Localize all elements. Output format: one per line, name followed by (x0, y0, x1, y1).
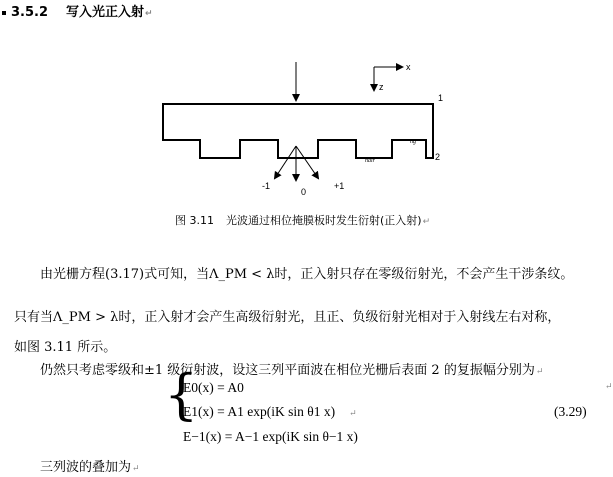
paragraph-mark-icon: ↵ (132, 464, 140, 474)
paragraph-3 (40, 359, 543, 378)
section-title: 写入光正入射 (66, 5, 145, 20)
ng-label: ng (410, 139, 416, 145)
paragraph-mark-icon: ↵ (535, 367, 544, 377)
equation-line-2-text: E1(x) = A1 exp(iK sin θ1 x) (183, 404, 336, 419)
phase-mask-diagram (0, 0, 610, 230)
equation-number: (3.29) (554, 404, 587, 419)
paragraph-mark-icon: ↵ (145, 9, 153, 19)
order-minus1-label: -1 (262, 181, 271, 191)
axis-x-label: x (406, 62, 411, 72)
paragraph-mark-icon: ↵ (422, 217, 431, 227)
paragraph-3-text: 仍然只考虑零级和±1 级衍射波，设这三列平面波在相位光栅后表面 2 的复振幅分别为 (40, 363, 535, 378)
surface-2-label: 2 (435, 152, 441, 162)
nair-label: nair (365, 158, 376, 164)
paragraph-mark-icon: ↵ (605, 382, 613, 392)
surface-1-label: 1 (438, 93, 444, 103)
equation-line-2 (183, 404, 357, 420)
paragraph-mark-icon: ↵ (349, 408, 357, 418)
order-plus1-label: +1 (334, 181, 345, 191)
order-0-label: 0 (301, 187, 307, 197)
paragraph-2-line-2: 如图 3.11 所示。 (14, 340, 117, 355)
equation-line-1: E0(x) = A0 (183, 380, 244, 395)
equation-line-3: E−1(x) = A−1 exp(iK sin θ−1 x) (183, 429, 358, 444)
paragraph-4-text: 三列波的叠加为 (40, 460, 132, 475)
paragraph-2-line-1: 只有当Λ_PM > λ时，正入射才会产生高级衍射光，且正、负级衍射光相对于入射线左右对称， (14, 310, 561, 325)
paragraph-4 (40, 456, 140, 475)
figure-number: 图 3.11 (175, 214, 214, 227)
equation-brace: { (164, 363, 199, 426)
paragraph-1: 由光栅方程(3.17)式可知，当Λ_PM < λ时，正入射只存在零级衍射光，不会产生干涉条纹。 (40, 267, 574, 282)
figure-caption (175, 212, 430, 228)
phase-mask-outline (163, 104, 433, 158)
figure-caption-text: 光波通过相位掩膜板时发生衍射(正入射) (226, 214, 422, 227)
order-plus1-arrow (296, 146, 318, 178)
section-number: 3.5.2 (11, 5, 49, 20)
axis-z-label: z (379, 82, 384, 92)
